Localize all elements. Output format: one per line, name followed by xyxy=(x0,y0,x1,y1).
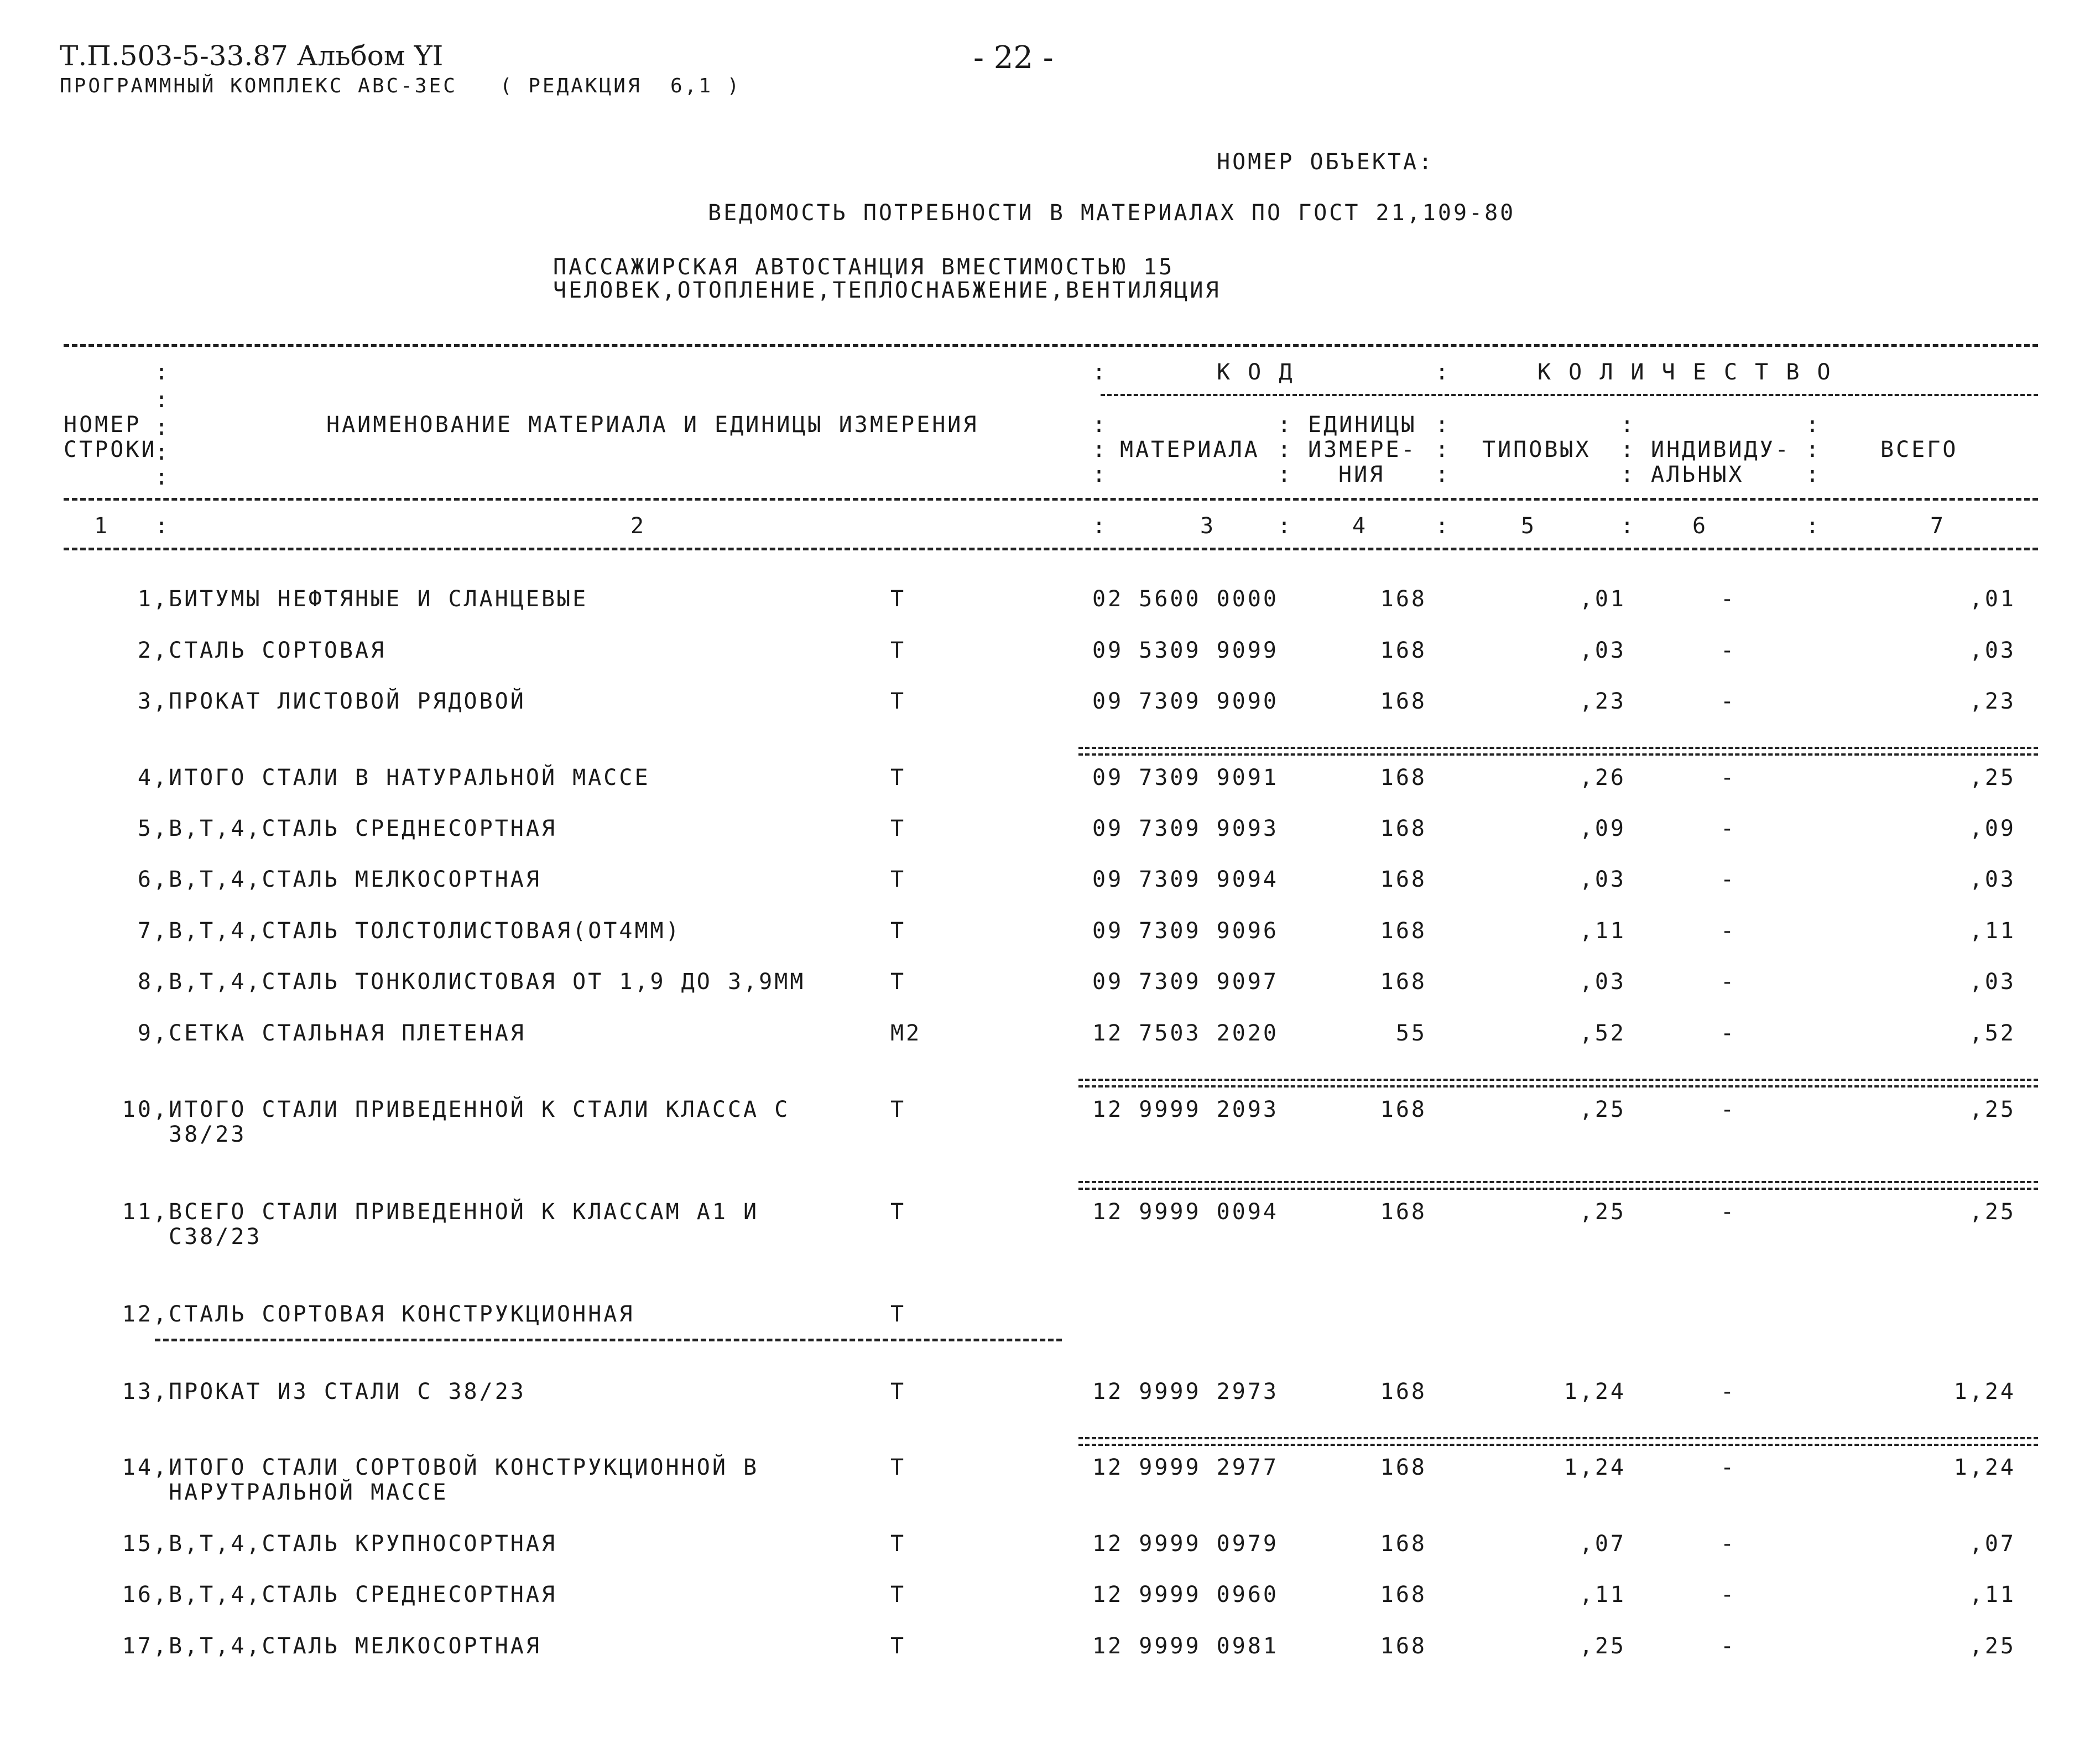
qty-individual: - xyxy=(1720,1379,1737,1404)
unit-code: 168 xyxy=(1380,867,1427,892)
unit: Т xyxy=(890,918,906,944)
unit: Т xyxy=(890,1455,906,1480)
qty-typical: 1,24 xyxy=(1563,1455,1626,1480)
material-code: 12 9999 2973 xyxy=(1092,1379,1279,1404)
statement-title: ВЕДОМОСТЬ ПОТРЕБНОСТИ В МАТЕРИАЛАХ ПО ГОСТ 21,109-80 xyxy=(708,200,1516,226)
qty-total: ,03 xyxy=(1969,638,2016,663)
material-name: В,Т,4,СТАЛЬ ТОЛСТОЛИСТОВАЯ(ОТ4ММ) xyxy=(169,918,681,944)
material-code: 02 5600 0000 xyxy=(1092,586,1279,612)
unit-code: 168 xyxy=(1380,918,1427,944)
subtotal-rule xyxy=(1078,1181,2038,1190)
qty-typical: ,11 xyxy=(1579,918,1626,944)
material-name-cont: НАРУТРАЛЬНОЙ МАССЕ xyxy=(169,1480,449,1505)
row-number: 16, xyxy=(122,1582,169,1607)
unit: Т xyxy=(890,586,906,612)
material-name-cont: С38/23 xyxy=(169,1224,262,1250)
qty-typical: ,09 xyxy=(1579,816,1626,841)
material-code: 12 9999 0960 xyxy=(1092,1582,1279,1607)
qty-individual: - xyxy=(1720,1455,1737,1480)
row-number: 11, xyxy=(122,1199,169,1225)
subtotal-rule xyxy=(1078,1437,2038,1446)
material-code: 09 5309 9099 xyxy=(1092,638,1279,663)
qty-typical: ,25 xyxy=(1579,1199,1626,1225)
unit: Т xyxy=(890,969,906,995)
row-number: 5, xyxy=(137,816,169,841)
qty-total-header: ВСЕГО xyxy=(1880,437,1958,462)
code-group-header: К О Д xyxy=(1217,360,1295,385)
qty-individual: - xyxy=(1720,638,1737,663)
col-number-2: 2 xyxy=(630,513,647,539)
qty-individual: - xyxy=(1720,1199,1737,1225)
qty-total: ,07 xyxy=(1969,1531,2016,1557)
quantity-group-header: К О Л И Ч Е С Т В О xyxy=(1537,360,1833,385)
unit-code: 168 xyxy=(1380,1097,1427,1122)
material-name: ИТОГО СТАЛИ ПРИВЕДЕННОЙ К СТАЛИ КЛАССА С xyxy=(169,1097,790,1122)
qty-typical-header: ТИПОВЫХ xyxy=(1482,437,1591,462)
qty-individual: - xyxy=(1720,969,1737,995)
program-line: ПРОГРАММНЫЙ КОМПЛЕКС АВС-3ЕС ( РЕДАКЦИЯ 6,1 ) xyxy=(60,75,742,97)
qty-individual-header-l1: ИНДИВИДУ- xyxy=(1651,437,1791,462)
table-row xyxy=(0,1097,2090,1158)
col-number-7: 7 xyxy=(1930,513,1946,539)
row-number: 2, xyxy=(137,638,169,663)
qty-total: ,25 xyxy=(1969,765,2016,790)
qty-total: ,11 xyxy=(1969,1582,2016,1607)
row-number-header-l2: СТРОКИ xyxy=(64,437,157,462)
material-name: В,Т,4,СТАЛЬ СРЕДНЕСОРТНАЯ xyxy=(169,816,557,841)
material-name: СТАЛЬ СОРТОВАЯ xyxy=(169,638,387,663)
qty-total: 1,24 xyxy=(1953,1379,2016,1404)
material-name: В,Т,4,СТАЛЬ МЕЛКОСОРТНАЯ xyxy=(169,1633,541,1659)
unit-code: 168 xyxy=(1380,1633,1427,1659)
unit: Т xyxy=(890,1379,906,1404)
material-code: 09 7309 9090 xyxy=(1092,689,1279,714)
qty-typical: ,25 xyxy=(1579,1097,1626,1122)
material-name: В,Т,4,СТАЛЬ ТОНКОЛИСТОВАЯ ОТ 1,9 ДО 3,9ММ xyxy=(169,969,806,995)
qty-total: ,25 xyxy=(1969,1633,2016,1659)
name-header: НАИМЕНОВАНИЕ МАТЕРИАЛА И ЕДИНИЦЫ ИЗМЕРЕНИЯ xyxy=(326,412,979,438)
unit-code: 168 xyxy=(1380,816,1427,841)
material-name-cont: 38/23 xyxy=(169,1122,247,1147)
row-number: 4, xyxy=(137,765,169,790)
subtotal-rule xyxy=(1078,747,2038,756)
material-name: ИТОГО СТАЛИ СОРТОВОЙ КОНСТРУКЦИОННОЙ В xyxy=(169,1455,759,1480)
col-number-1: 1 xyxy=(94,513,110,539)
qty-typical: ,07 xyxy=(1579,1531,1626,1557)
qty-total: ,01 xyxy=(1969,586,2016,612)
row-number: 8, xyxy=(137,969,169,995)
unit: Т xyxy=(890,638,906,663)
qty-typical: ,03 xyxy=(1579,867,1626,892)
row-number: 10, xyxy=(122,1097,169,1122)
row-number: 3, xyxy=(137,689,169,714)
qty-individual: - xyxy=(1720,1633,1737,1659)
table-row xyxy=(0,1379,2090,1440)
unit-code: 168 xyxy=(1380,1379,1427,1404)
unit-code: 168 xyxy=(1380,969,1427,995)
qty-individual: - xyxy=(1720,918,1737,944)
row-number-header-l1: НОМЕР xyxy=(64,412,142,438)
qty-typical: ,23 xyxy=(1579,689,1626,714)
header-top-rule xyxy=(64,344,2038,347)
material-name: ПРОКАТ ИЗ СТАЛИ С 38/23 xyxy=(169,1379,526,1404)
subtotal-rule xyxy=(1078,1079,2038,1087)
material-name: В,Т,4,СТАЛЬ СРЕДНЕСОРТНАЯ xyxy=(169,1582,557,1607)
qty-typical: ,25 xyxy=(1579,1633,1626,1659)
unit: Т xyxy=(890,1531,906,1557)
col-number-4: 4 xyxy=(1352,513,1368,539)
qty-total: ,23 xyxy=(1969,689,2016,714)
unit-code: 168 xyxy=(1380,1455,1427,1480)
table-row xyxy=(0,1633,2090,1694)
table-row xyxy=(0,1302,2090,1362)
qty-total: ,11 xyxy=(1969,918,2016,944)
qty-typical: ,01 xyxy=(1579,586,1626,612)
material-code: 12 9999 2093 xyxy=(1092,1097,1279,1122)
row-number: 6, xyxy=(137,867,169,892)
material-name: В,Т,4,СТАЛЬ КРУПНОСОРТНАЯ xyxy=(169,1531,557,1557)
material-code: 09 7309 9093 xyxy=(1092,816,1279,841)
qty-total: ,25 xyxy=(1969,1097,2016,1122)
table-row xyxy=(0,1199,2090,1260)
qty-typical: ,03 xyxy=(1579,638,1626,663)
qty-individual: - xyxy=(1720,816,1737,841)
material-name: БИТУМЫ НЕФТЯНЫЕ И СЛАНЦЕВЫЕ xyxy=(169,586,588,612)
material-name: ПРОКАТ ЛИСТОВОЙ РЯДОВОЙ xyxy=(169,689,526,714)
row-number: 15, xyxy=(122,1531,169,1557)
qty-typical: ,03 xyxy=(1579,969,1626,995)
code-unit-header-l3: НИЯ xyxy=(1338,462,1385,487)
section-rule xyxy=(155,1339,1062,1341)
unit: Т xyxy=(890,765,906,790)
unit-code: 168 xyxy=(1380,1582,1427,1607)
material-code: 12 9999 0979 xyxy=(1092,1531,1279,1557)
material-name: В,Т,4,СТАЛЬ МЕЛКОСОРТНАЯ xyxy=(169,867,541,892)
qty-individual: - xyxy=(1720,586,1737,612)
qty-typical: 1,24 xyxy=(1563,1379,1626,1404)
code-unit-header-l2: ИЗМЕРЕ- xyxy=(1308,437,1417,462)
unit: Т xyxy=(890,1302,906,1327)
material-name: ИТОГО СТАЛИ В НАТУРАЛЬНОЙ МАССЕ xyxy=(169,765,650,790)
code-unit-header-l1: ЕДИНИЦЫ xyxy=(1308,412,1417,438)
material-code: 09 7309 9094 xyxy=(1092,867,1279,892)
unit: Т xyxy=(890,1582,906,1607)
unit: Т xyxy=(890,1097,906,1122)
qty-total: ,03 xyxy=(1969,867,2016,892)
header-mid-rule xyxy=(64,498,2038,501)
material-name: СТАЛЬ СОРТОВАЯ КОНСТРУКЦИОННАЯ xyxy=(169,1302,635,1327)
header-bottom-rule xyxy=(64,548,2038,550)
qty-total: ,25 xyxy=(1969,1199,2016,1225)
qty-individual: - xyxy=(1720,1021,1737,1046)
row-number: 12, xyxy=(122,1302,169,1327)
row-number: 14, xyxy=(122,1455,169,1480)
qty-total: 1,24 xyxy=(1953,1455,2016,1480)
unit-code: 55 xyxy=(1395,1021,1427,1046)
unit: Т xyxy=(890,689,906,714)
qty-typical: ,26 xyxy=(1579,765,1626,790)
header-sub-rule xyxy=(1101,394,2038,396)
unit: Т xyxy=(890,816,906,841)
unit: Т xyxy=(890,867,906,892)
subject-line-1: ПАССАЖИРСКАЯ АВТОСТАНЦИЯ ВМЕСТИМОСТЬЮ 15 xyxy=(553,254,1175,280)
qty-individual: - xyxy=(1720,765,1737,790)
qty-individual: - xyxy=(1720,1582,1737,1607)
col-number-5: 5 xyxy=(1521,513,1537,539)
material-code: 12 9999 0981 xyxy=(1092,1633,1279,1659)
qty-typical: ,11 xyxy=(1579,1582,1626,1607)
material-name: СЕТКА СТАЛЬНАЯ ПЛЕТЕНАЯ xyxy=(169,1021,526,1046)
page-number: - 22 - xyxy=(973,40,1054,76)
subject-line-2: ЧЕЛОВЕК,ОТОПЛЕНИЕ,ТЕПЛОСНАБЖЕНИЕ,ВЕНТИЛЯЦИЯ xyxy=(553,278,1221,303)
unit-code: 168 xyxy=(1380,1199,1427,1225)
material-name: ВСЕГО СТАЛИ ПРИВЕДЕННОЙ К КЛАССАМ А1 И xyxy=(169,1199,759,1225)
qty-individual: - xyxy=(1720,867,1737,892)
material-code: 09 7309 9096 xyxy=(1092,918,1279,944)
qty-individual-header-l2: АЛЬНЫХ xyxy=(1651,462,1744,487)
unit: Т xyxy=(890,1199,906,1225)
unit: Т xyxy=(890,1633,906,1659)
material-code: 12 9999 2977 xyxy=(1092,1455,1279,1480)
unit: М2 xyxy=(890,1021,922,1046)
table-row xyxy=(0,1021,2090,1081)
unit-code: 168 xyxy=(1380,689,1427,714)
table-row xyxy=(0,1455,2090,1516)
material-code: 12 9999 0094 xyxy=(1092,1199,1279,1225)
row-number: 1, xyxy=(137,586,169,612)
qty-individual: - xyxy=(1720,689,1737,714)
unit-code: 168 xyxy=(1380,586,1427,612)
material-code: 09 7309 9091 xyxy=(1092,765,1279,790)
col-number-6: 6 xyxy=(1692,513,1708,539)
qty-total: ,03 xyxy=(1969,969,2016,995)
row-number: 9, xyxy=(137,1021,169,1046)
object-number-label: НОМЕР ОБЪЕКТА: xyxy=(1217,149,1435,175)
row-number: 17, xyxy=(122,1633,169,1659)
material-code: 12 7503 2020 xyxy=(1092,1021,1279,1046)
qty-individual: - xyxy=(1720,1531,1737,1557)
row-number: 13, xyxy=(122,1379,169,1404)
qty-typical: ,52 xyxy=(1579,1021,1626,1046)
unit-code: 168 xyxy=(1380,638,1427,663)
unit-code: 168 xyxy=(1380,765,1427,790)
col-number-3: 3 xyxy=(1200,513,1216,539)
material-code: 09 7309 9097 xyxy=(1092,969,1279,995)
table-row xyxy=(0,689,2090,750)
code-material-header: МАТЕРИАЛА xyxy=(1120,437,1260,462)
qty-total: ,09 xyxy=(1969,816,2016,841)
row-number: 7, xyxy=(137,918,169,944)
qty-individual: - xyxy=(1720,1097,1737,1122)
unit-code: 168 xyxy=(1380,1531,1427,1557)
document-reference: Т.П.503-5-33.87 Альбом YI xyxy=(60,40,444,72)
qty-total: ,52 xyxy=(1969,1021,2016,1046)
